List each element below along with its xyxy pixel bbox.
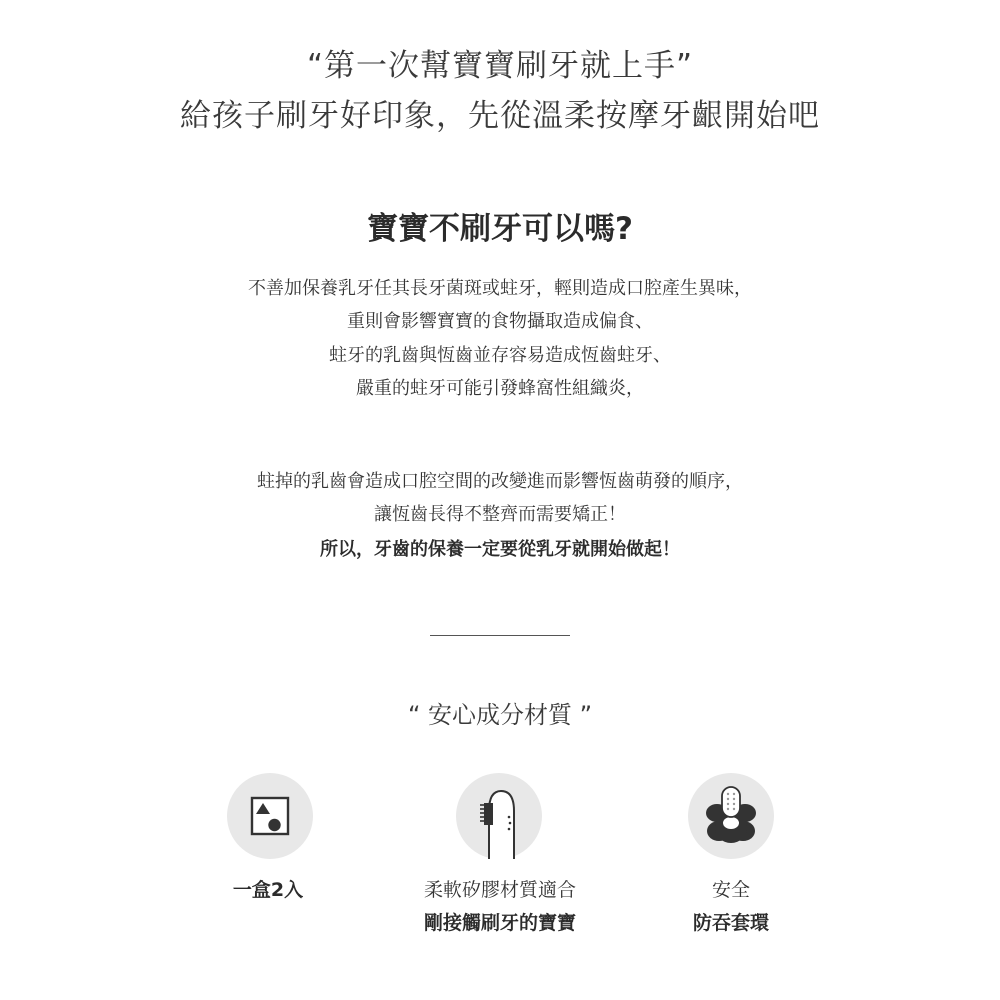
feature-2-label-line-2: 剛接觸刷牙的寶寶 bbox=[423, 912, 576, 934]
finger-toothbrush-icon bbox=[456, 773, 542, 859]
shapes-box-icon bbox=[227, 773, 313, 859]
safety-ring-icon bbox=[688, 773, 774, 859]
feature-2-label-line-1: 柔軟矽膠材質適合 bbox=[423, 879, 576, 901]
section-heading: 寶寶不刷牙可以嗎? bbox=[367, 211, 633, 247]
paragraph-1-line-2: 重則會影響寶寶的食物攝取造成偏食、 bbox=[347, 311, 653, 332]
paragraph-1-line-3: 蛀牙的乳齒與恆齒並存容易造成恆齒蛀牙、 bbox=[329, 345, 671, 366]
paragraph-2-line-1: 蛀掉的乳齒會造成口腔空間的改變進而影響恆齒萌發的順序， bbox=[257, 471, 743, 492]
hero-title-line-1: “第一次幫寶寶刷牙就上手” bbox=[306, 48, 694, 84]
feature-1-label: 一盒2入 bbox=[232, 879, 304, 901]
paragraph-1-line-4: 嚴重的蛀牙可能引發蜂窩性組織炎， bbox=[356, 378, 644, 399]
section-divider bbox=[430, 635, 570, 636]
subsection-title: “ 安心成分材質 ” bbox=[407, 701, 593, 729]
paragraph-1-line-1: 不善加保養乳牙任其長牙菌斑或蛀牙，輕則造成口腔產生異味， bbox=[248, 278, 752, 299]
hero-title-line-2: 給孩子刷牙好印象，先從溫柔按摩牙齦開始吧 bbox=[180, 98, 820, 134]
paragraph-2-line-2: 讓恆齒長得不整齊而需要矯正！ bbox=[374, 504, 626, 525]
feature-3-label-line-2: 防吞套環 bbox=[692, 912, 769, 934]
feature-3-label-line-1: 安全 bbox=[711, 879, 750, 901]
paragraph-2-emphasis: 所以，牙齒的保養一定要從乳牙就開始做起！ bbox=[320, 539, 680, 560]
